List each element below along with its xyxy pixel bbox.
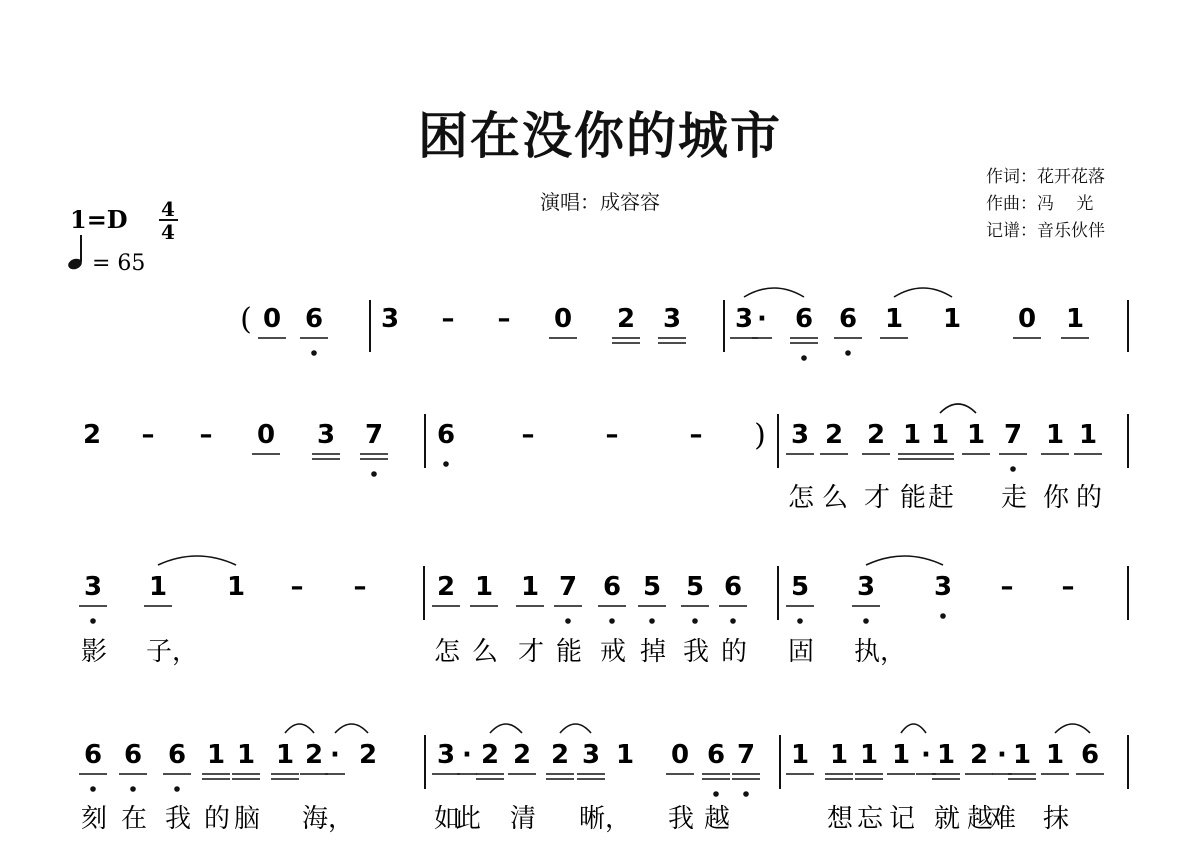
sustain-dash: – (353, 572, 367, 602)
note-number: 6 (1080, 740, 1100, 770)
dotted-note-mark: · (757, 304, 767, 334)
note-number: 1 (236, 740, 256, 770)
note-number: 1 (966, 420, 986, 450)
sustain-dash: – (689, 420, 703, 450)
lyric-char: 么 (822, 483, 849, 513)
tie-arc (940, 404, 976, 413)
score-row (240, 288, 1128, 361)
octave-dot (174, 786, 180, 792)
note-number: 6 (706, 740, 726, 770)
dotted-note-mark: · (330, 740, 340, 770)
note-number: 1 (520, 572, 540, 602)
tie-arc (866, 556, 943, 565)
key-signature: 1=D (70, 205, 128, 234)
note-number: 1 (884, 304, 904, 334)
lyric-char: 走 (1001, 483, 1028, 513)
note-number: 1 (474, 572, 494, 602)
note-number: 3 (790, 420, 810, 450)
lyric-char: 影 (81, 637, 108, 667)
lyricist-credit: 作词：花开花落 (986, 167, 1105, 187)
note-number: 1 (936, 740, 956, 770)
note-number: 1 (902, 420, 922, 450)
octave-dot (801, 355, 807, 361)
octave-dot (845, 350, 851, 356)
octave-dot (609, 618, 615, 624)
phrase-parenthesis: ) (754, 418, 766, 453)
note-number: 1 (1012, 740, 1032, 770)
lyric-char: 掉 (640, 637, 667, 667)
note-number: 2 (480, 740, 500, 770)
lyric-char: 怎 (434, 637, 461, 667)
lyric-char: 子， (146, 637, 199, 667)
note-number: 3 (581, 740, 601, 770)
lyric-char: 才 (864, 483, 891, 513)
tie-arc (285, 724, 314, 733)
note-number: 2 (616, 304, 636, 334)
note-number: 6 (304, 304, 324, 334)
lyric-char: 想 (827, 804, 854, 834)
lyric-char: 怎 (788, 483, 815, 513)
tie-arc (560, 724, 591, 733)
note-number: 1 (942, 304, 962, 334)
octave-dot (730, 618, 736, 624)
note-number: 3 (436, 740, 456, 770)
note-number: 1 (275, 740, 295, 770)
lyric-char: 难 (990, 804, 1017, 834)
lyric-char: 海， (302, 804, 355, 834)
lyric-char: 能 (556, 637, 583, 667)
lyric-char: 才 (518, 637, 545, 667)
lyric-char: 刻 (81, 804, 108, 834)
octave-dot (797, 618, 803, 624)
octave-dot (565, 618, 571, 624)
lyric-char: 戒 (600, 637, 627, 667)
singer-credit: 演唱：成容容 (540, 190, 660, 214)
note-number: 2 (866, 420, 886, 450)
lyric-char: 忘 (857, 804, 884, 834)
note-number: 3 (380, 304, 400, 334)
note-number: 1 (148, 572, 168, 602)
note-number: 0 (256, 420, 276, 450)
composer-credit: 作曲：冯 光 (986, 194, 1094, 214)
note-number: 0 (262, 304, 282, 334)
note-number: 1 (829, 740, 849, 770)
lyric-char: 如 (434, 804, 461, 834)
score-row (79, 556, 1128, 667)
sustain-dash: – (1000, 572, 1014, 602)
note-number: 6 (602, 572, 622, 602)
lyric-char: 在 (121, 804, 148, 834)
lyric-char: 我 (165, 804, 192, 834)
octave-dot (713, 791, 719, 797)
note-number: 2 (512, 740, 532, 770)
note-number: 3 (734, 304, 754, 334)
tie-arc (490, 724, 522, 733)
lyric-char: 赶 (928, 483, 955, 513)
note-number: 5 (685, 572, 705, 602)
time-signature-bottom: 4 (161, 220, 175, 244)
lyric-char: 固 (788, 637, 815, 667)
note-number: 6 (123, 740, 143, 770)
note-number: 5 (642, 572, 662, 602)
lyric-char: 的 (721, 637, 748, 667)
tie-arc (744, 288, 804, 297)
note-number: 3 (316, 420, 336, 450)
note-number: 1 (1045, 420, 1065, 450)
octave-dot (743, 791, 749, 797)
note-number: 1 (891, 740, 911, 770)
note-number: 7 (1003, 420, 1023, 450)
dotted-note-mark: · (462, 740, 472, 770)
transcriber-credit: 记谱：音乐伙伴 (986, 221, 1105, 241)
score-row (79, 724, 1128, 834)
note-number: 7 (736, 740, 756, 770)
lyric-char: 的 (204, 804, 231, 834)
note-number: 6 (838, 304, 858, 334)
octave-dot (443, 461, 449, 467)
sustain-dash: – (141, 420, 155, 450)
time-signature-top: 4 (161, 197, 175, 221)
note-number: 1 (226, 572, 246, 602)
lyric-char: 脑 (234, 804, 261, 834)
lyric-char: 抹 (1043, 804, 1070, 834)
note-number: 6 (167, 740, 187, 770)
note-number: 3 (662, 304, 682, 334)
lyric-char: 的 (1076, 483, 1103, 513)
note-number: 0 (1017, 304, 1037, 334)
note-number: 5 (790, 572, 810, 602)
note-number: 6 (436, 420, 456, 450)
note-number: 0 (670, 740, 690, 770)
note-number: 1 (1065, 304, 1085, 334)
octave-dot (692, 618, 698, 624)
dotted-note-mark: · (997, 740, 1007, 770)
sustain-dash: – (605, 420, 619, 450)
octave-dot (940, 613, 946, 619)
tie-arc (335, 724, 368, 733)
tie-arc (158, 556, 236, 565)
lyric-char: 我 (668, 804, 695, 834)
note-number: 6 (723, 572, 743, 602)
lyric-char: 晰， (579, 804, 632, 834)
score-row (83, 404, 1128, 513)
note-number: 1 (930, 420, 950, 450)
tempo-marking: = 65 (92, 251, 146, 276)
note-number: 2 (824, 420, 844, 450)
note-number: 1 (615, 740, 635, 770)
note-number: 7 (558, 572, 578, 602)
note-number: 1 (206, 740, 226, 770)
note-number: 2 (358, 740, 378, 770)
octave-dot (130, 786, 136, 792)
lyric-char: 越 (704, 804, 731, 834)
note-number: 2 (436, 572, 456, 602)
note-number: 2 (304, 740, 324, 770)
note-number: 6 (794, 304, 814, 334)
note-number: 7 (364, 420, 384, 450)
sustain-dash: – (199, 420, 213, 450)
lyric-char: 清 (510, 804, 537, 834)
tie-arc (1055, 724, 1090, 733)
note-number: 1 (859, 740, 879, 770)
lyric-char: 就 (934, 804, 961, 834)
lyric-char: 越 (967, 804, 994, 834)
song-title: 困在没你的城市 (418, 106, 782, 165)
note-number: 3 (83, 572, 103, 602)
note-number: 2 (82, 420, 102, 450)
tie-arc (901, 724, 926, 733)
lyric-char: 此 (455, 804, 482, 834)
octave-dot (311, 350, 317, 356)
lyric-char: 执， (854, 637, 907, 667)
lyric-char: 么 (472, 637, 499, 667)
sustain-dash: – (521, 420, 535, 450)
sustain-dash: – (290, 572, 304, 602)
lyric-char: 你 (1043, 483, 1070, 513)
note-number: 1 (1078, 420, 1098, 450)
octave-dot (863, 618, 869, 624)
octave-dot (90, 618, 96, 624)
note-number: 1 (790, 740, 810, 770)
phrase-parenthesis: ( (240, 302, 252, 337)
octave-dot (1010, 466, 1016, 472)
lyric-char: 记 (889, 804, 916, 834)
note-number: 2 (550, 740, 570, 770)
note-number: 3 (856, 572, 876, 602)
sustain-dash: – (441, 304, 455, 334)
octave-dot (649, 618, 655, 624)
dotted-note-mark: · (921, 740, 931, 770)
note-number: 1 (1045, 740, 1065, 770)
quarter-note-icon (67, 235, 84, 271)
octave-dot (90, 786, 96, 792)
sustain-dash: – (1061, 572, 1075, 602)
note-number: 3 (933, 572, 953, 602)
note-number: 0 (553, 304, 573, 334)
octave-dot (371, 471, 377, 477)
note-number: 2 (969, 740, 989, 770)
note-number: 6 (83, 740, 103, 770)
sustain-dash: – (497, 304, 511, 334)
lyric-char: 能 (900, 483, 927, 513)
tie-arc (894, 288, 952, 297)
lyric-char: 我 (683, 637, 710, 667)
